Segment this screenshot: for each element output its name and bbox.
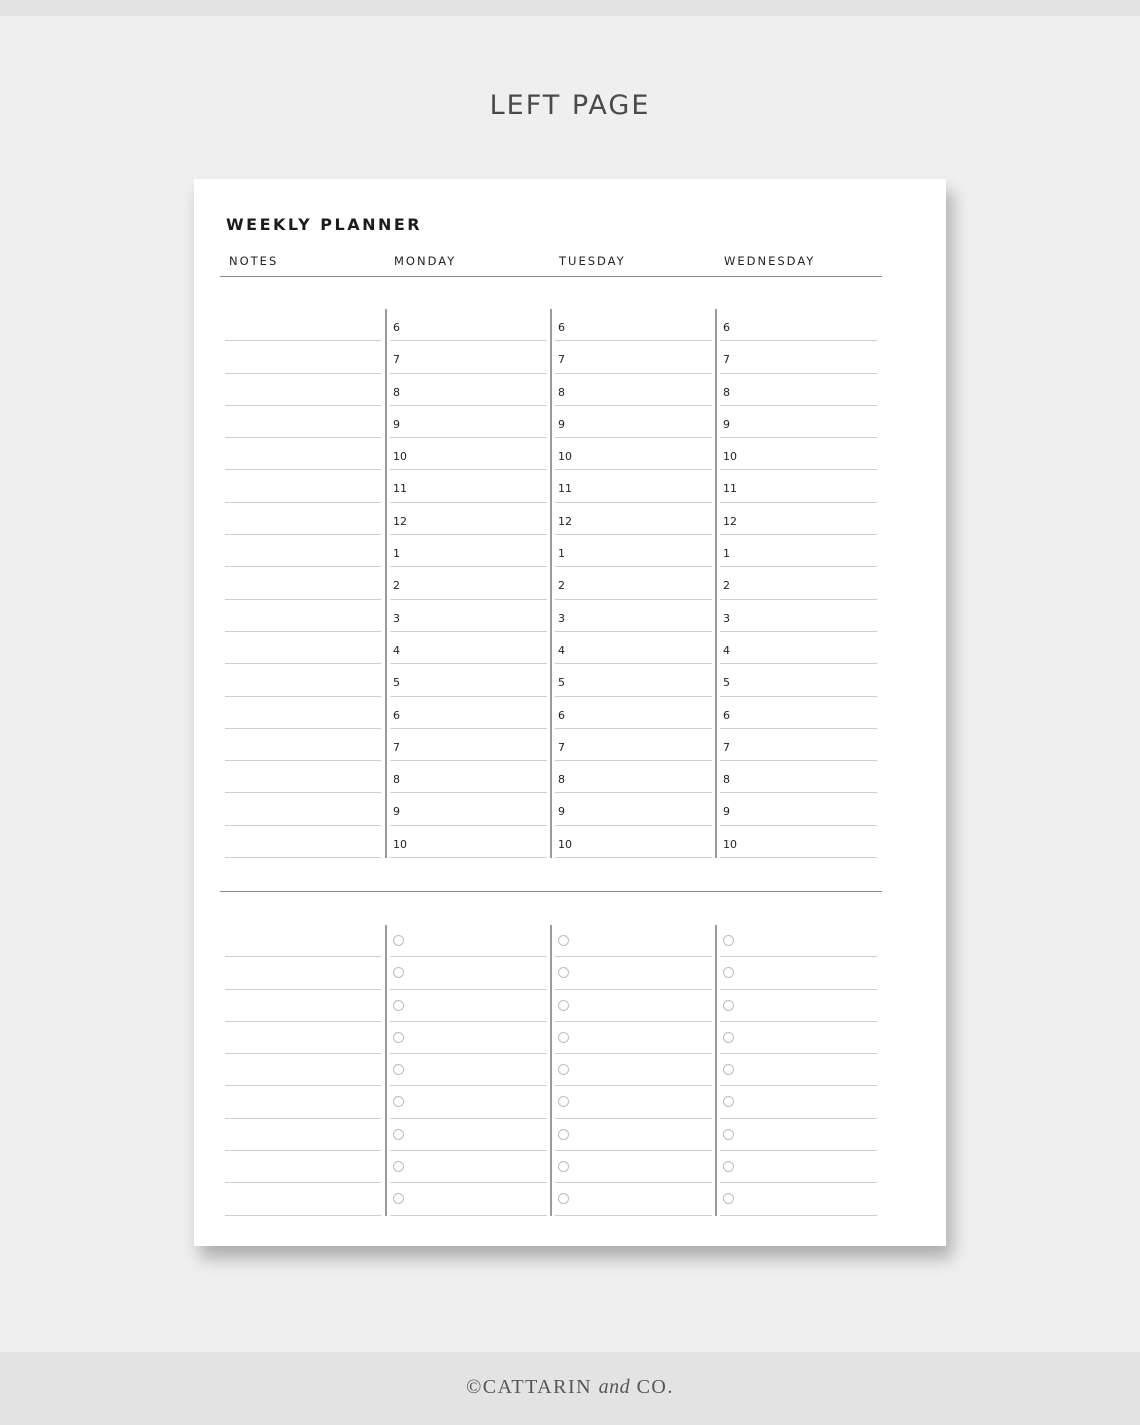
hour-label: 8 (723, 385, 730, 399)
notes-line[interactable] (225, 729, 381, 761)
monday-task-line[interactable] (390, 925, 547, 957)
column-header-notes: NOTES (229, 254, 279, 268)
hour-row (194, 341, 946, 373)
hour-label: 5 (723, 676, 730, 690)
notes-line[interactable] (225, 600, 381, 632)
tuesday-hour-slot[interactable] (555, 664, 712, 696)
hour-label: 4 (393, 643, 400, 657)
hour-label: 12 (558, 514, 572, 528)
hour-label: 4 (558, 643, 565, 657)
checkbox-circle-icon[interactable] (558, 1129, 569, 1140)
footer-band (0, 1352, 1140, 1425)
hour-label: 6 (723, 708, 730, 722)
task-row (194, 1022, 946, 1054)
hour-label: 8 (393, 385, 400, 399)
tuesday-task-line[interactable] (555, 990, 712, 1022)
task-row (194, 1183, 946, 1215)
monday-hour-slot[interactable] (390, 374, 547, 406)
hour-row (194, 406, 946, 438)
notes-line[interactable] (225, 503, 381, 535)
notes-line[interactable] (225, 470, 381, 502)
hour-label: 10 (558, 837, 572, 851)
hour-row (194, 697, 946, 729)
tuesday-task-line[interactable] (555, 1022, 712, 1054)
hour-label: 2 (723, 579, 730, 593)
checkbox-circle-icon[interactable] (558, 935, 569, 946)
wednesday-hour-slot[interactable] (720, 793, 877, 825)
tuesday-hour-slot[interactable] (555, 567, 712, 599)
tuesday-hour-slot[interactable] (555, 793, 712, 825)
wednesday-hour-slot[interactable] (720, 406, 877, 438)
monday-hour-slot[interactable] (390, 632, 547, 664)
hour-label: 8 (558, 385, 565, 399)
hour-label: 3 (723, 611, 730, 625)
checkbox-circle-icon[interactable] (393, 1129, 404, 1140)
checkbox-circle-icon[interactable] (723, 1193, 734, 1204)
hour-label: 8 (393, 773, 400, 787)
checkbox-circle-icon[interactable] (723, 1161, 734, 1172)
task-row (194, 1151, 946, 1183)
checkbox-circle-icon[interactable] (723, 1064, 734, 1075)
hour-label: 9 (393, 417, 400, 431)
tuesday-task-line[interactable] (555, 1086, 712, 1118)
notes-line[interactable] (225, 1151, 381, 1183)
section-divider (220, 891, 882, 892)
notes-line[interactable] (225, 438, 381, 470)
column-header-tuesday: TUESDAY (559, 254, 626, 268)
task-row (194, 990, 946, 1022)
column-separator (550, 925, 552, 1216)
notes-line[interactable] (225, 761, 381, 793)
notes-line[interactable] (225, 309, 381, 341)
wednesday-task-line[interactable] (720, 1022, 877, 1054)
checkbox-circle-icon[interactable] (393, 935, 404, 946)
checkbox-circle-icon[interactable] (393, 967, 404, 978)
notes-line[interactable] (225, 826, 381, 858)
hour-label: 6 (393, 708, 400, 722)
tuesday-hour-slot[interactable] (555, 309, 712, 341)
notes-line[interactable] (225, 1022, 381, 1054)
tuesday-task-line[interactable] (555, 925, 712, 957)
column-separator (550, 309, 552, 858)
checkbox-circle-icon[interactable] (723, 1129, 734, 1140)
hour-label: 8 (723, 773, 730, 787)
hour-row (194, 826, 946, 858)
checkbox-circle-icon[interactable] (558, 1096, 569, 1107)
task-row (194, 925, 946, 957)
task-row (194, 1054, 946, 1086)
monday-hour-slot[interactable] (390, 761, 547, 793)
wednesday-task-line[interactable] (720, 1183, 877, 1215)
hour-row (194, 309, 946, 341)
monday-hour-slot[interactable] (390, 697, 547, 729)
tuesday-hour-slot[interactable] (555, 761, 712, 793)
monday-hour-slot[interactable] (390, 438, 547, 470)
checkbox-circle-icon[interactable] (723, 1032, 734, 1043)
notes-line[interactable] (225, 925, 381, 957)
column-separator (385, 309, 387, 858)
monday-hour-slot[interactable] (390, 826, 547, 858)
wednesday-hour-slot[interactable] (720, 729, 877, 761)
wednesday-hour-slot[interactable] (720, 438, 877, 470)
monday-task-line[interactable] (390, 1086, 547, 1118)
tuesday-task-line[interactable] (555, 1183, 712, 1215)
checkbox-circle-icon[interactable] (393, 1064, 404, 1075)
wednesday-hour-slot[interactable] (720, 697, 877, 729)
monday-task-line[interactable] (390, 1151, 547, 1183)
hour-label: 11 (558, 482, 572, 496)
hour-label: 10 (723, 837, 737, 851)
hour-label: 4 (723, 643, 730, 657)
wednesday-task-line[interactable] (720, 1054, 877, 1086)
wednesday-hour-slot[interactable] (720, 567, 877, 599)
task-row (194, 1119, 946, 1151)
hour-label: 7 (723, 353, 730, 367)
wednesday-task-line[interactable] (720, 957, 877, 989)
checkbox-circle-icon[interactable] (558, 1032, 569, 1043)
monday-task-line[interactable] (390, 990, 547, 1022)
hour-label: 1 (558, 547, 565, 561)
hour-label: 11 (393, 482, 407, 496)
monday-task-line[interactable] (390, 957, 547, 989)
wednesday-hour-slot[interactable] (720, 632, 877, 664)
top-strip (0, 0, 1140, 16)
notes-line[interactable] (225, 1119, 381, 1151)
wednesday-hour-slot[interactable] (720, 664, 877, 696)
notes-line[interactable] (225, 341, 381, 373)
wednesday-hour-slot[interactable] (720, 826, 877, 858)
wednesday-hour-slot[interactable] (720, 761, 877, 793)
brand-credit (0, 1376, 1140, 1399)
monday-hour-slot[interactable] (390, 729, 547, 761)
monday-hour-slot[interactable] (390, 341, 547, 373)
hour-label: 12 (393, 514, 407, 528)
notes-line[interactable] (225, 697, 381, 729)
hour-label: 12 (723, 514, 737, 528)
hour-label: 9 (558, 417, 565, 431)
wednesday-task-line[interactable] (720, 1151, 877, 1183)
monday-task-line[interactable] (390, 1054, 547, 1086)
monday-hour-slot[interactable] (390, 503, 547, 535)
wednesday-hour-slot[interactable] (720, 503, 877, 535)
hour-label: 3 (558, 611, 565, 625)
wednesday-hour-slot[interactable] (720, 535, 877, 567)
task-row (194, 957, 946, 989)
checkbox-circle-icon[interactable] (558, 1064, 569, 1075)
column-separator (715, 309, 717, 858)
hour-row (194, 470, 946, 502)
tuesday-hour-slot[interactable] (555, 406, 712, 438)
monday-hour-slot[interactable] (390, 309, 547, 341)
hour-label: 6 (393, 321, 400, 334)
column-separator (715, 925, 717, 1216)
checkbox-circle-icon[interactable] (558, 1000, 569, 1011)
hour-label: 10 (723, 450, 737, 464)
hour-label: 10 (393, 450, 407, 464)
tuesday-hour-slot[interactable] (555, 438, 712, 470)
header-divider (220, 276, 882, 277)
hour-row (194, 761, 946, 793)
brand-suffix: CO. (630, 1376, 674, 1398)
tuesday-task-line[interactable] (555, 957, 712, 989)
hour-label: 2 (558, 579, 565, 593)
tuesday-task-line[interactable] (555, 1151, 712, 1183)
monday-hour-slot[interactable] (390, 470, 547, 502)
wednesday-hour-slot[interactable] (720, 341, 877, 373)
hour-label: 3 (393, 611, 400, 625)
checkbox-circle-icon[interactable] (393, 1161, 404, 1172)
notes-line[interactable] (225, 374, 381, 406)
hour-label: 5 (558, 676, 565, 690)
hour-row (194, 567, 946, 599)
hour-label: 10 (393, 837, 407, 851)
column-header-wednesday: WEDNESDAY (724, 254, 816, 268)
hour-label: 9 (723, 417, 730, 431)
hour-row (194, 374, 946, 406)
hour-label: 2 (393, 579, 400, 593)
brand-connector: and (598, 1376, 631, 1398)
wednesday-task-line[interactable] (720, 990, 877, 1022)
wednesday-task-line[interactable] (720, 1086, 877, 1118)
tuesday-hour-slot[interactable] (555, 470, 712, 502)
notes-line[interactable] (225, 1086, 381, 1118)
task-row (194, 1086, 946, 1118)
checkbox-circle-icon[interactable] (723, 1096, 734, 1107)
hour-label: 7 (558, 740, 565, 754)
wednesday-task-line[interactable] (720, 1119, 877, 1151)
tuesday-task-line[interactable] (555, 1054, 712, 1086)
monday-task-line[interactable] (390, 1119, 547, 1151)
hour-row (194, 600, 946, 632)
tuesday-hour-slot[interactable] (555, 826, 712, 858)
checkbox-circle-icon[interactable] (393, 1096, 404, 1107)
checkbox-circle-icon[interactable] (558, 1193, 569, 1204)
hour-row (194, 535, 946, 567)
hour-label: 1 (393, 547, 400, 561)
monday-task-line[interactable] (390, 1022, 547, 1054)
checkbox-circle-icon[interactable] (723, 1000, 734, 1011)
wednesday-hour-slot[interactable] (720, 374, 877, 406)
hour-label: 7 (723, 740, 730, 754)
monday-hour-slot[interactable] (390, 535, 547, 567)
tuesday-hour-slot[interactable] (555, 697, 712, 729)
monday-hour-slot[interactable] (390, 793, 547, 825)
hour-label: 7 (558, 353, 565, 367)
notes-line[interactable] (225, 1183, 381, 1215)
planner-sheet (194, 179, 946, 1246)
checkbox-circle-icon[interactable] (723, 967, 734, 978)
tuesday-hour-slot[interactable] (555, 632, 712, 664)
hour-label: 8 (558, 773, 565, 787)
hour-row (194, 793, 946, 825)
notes-line[interactable] (225, 567, 381, 599)
tuesday-task-line[interactable] (555, 1119, 712, 1151)
tuesday-hour-slot[interactable] (555, 503, 712, 535)
column-header-monday: MONDAY (394, 254, 457, 268)
tuesday-hour-slot[interactable] (555, 729, 712, 761)
wednesday-hour-slot[interactable] (720, 600, 877, 632)
checkbox-circle-icon[interactable] (558, 967, 569, 978)
wednesday-task-line[interactable] (720, 925, 877, 957)
hour-label: 7 (393, 740, 400, 754)
notes-line[interactable] (225, 793, 381, 825)
hour-label: 5 (393, 676, 400, 690)
hour-label: 6 (558, 321, 565, 334)
hour-label: 9 (723, 805, 730, 819)
hour-label: 6 (558, 708, 565, 722)
notes-line[interactable] (225, 406, 381, 438)
hour-row (194, 438, 946, 470)
checkbox-circle-icon[interactable] (723, 935, 734, 946)
monday-hour-slot[interactable] (390, 567, 547, 599)
checkbox-circle-icon[interactable] (393, 1032, 404, 1043)
hour-label: 9 (558, 805, 565, 819)
notes-line[interactable] (225, 957, 381, 989)
monday-hour-slot[interactable] (390, 664, 547, 696)
hour-row (194, 664, 946, 696)
checkbox-circle-icon[interactable] (558, 1161, 569, 1172)
monday-hour-slot[interactable] (390, 600, 547, 632)
page-heading: LEFT PAGE (489, 90, 651, 121)
wednesday-hour-slot[interactable] (720, 470, 877, 502)
notes-line[interactable] (225, 990, 381, 1022)
hour-label: 7 (393, 353, 400, 367)
column-separator (385, 925, 387, 1216)
hour-row (194, 503, 946, 535)
tuesday-hour-slot[interactable] (555, 535, 712, 567)
tuesday-hour-slot[interactable] (555, 374, 712, 406)
checkbox-circle-icon[interactable] (393, 1193, 404, 1204)
planner-title: WEEKLY PLANNER (226, 215, 423, 234)
task-list (194, 925, 946, 1216)
monday-hour-slot[interactable] (390, 406, 547, 438)
hour-row (194, 632, 946, 664)
wednesday-hour-slot[interactable] (720, 309, 877, 341)
hour-label: 11 (723, 482, 737, 496)
hourly-schedule (194, 309, 946, 858)
hour-label: 10 (558, 450, 572, 464)
notes-line[interactable] (225, 1054, 381, 1086)
hour-label: 1 (723, 547, 730, 561)
notes-line[interactable] (225, 664, 381, 696)
hour-row (194, 729, 946, 761)
brand-prefix: ©CATTARIN (466, 1376, 599, 1398)
tuesday-hour-slot[interactable] (555, 341, 712, 373)
hour-label: 6 (723, 321, 730, 334)
notes-line[interactable] (225, 632, 381, 664)
notes-line[interactable] (225, 535, 381, 567)
tuesday-hour-slot[interactable] (555, 600, 712, 632)
monday-task-line[interactable] (390, 1183, 547, 1215)
checkbox-circle-icon[interactable] (393, 1000, 404, 1011)
hour-label: 9 (393, 805, 400, 819)
